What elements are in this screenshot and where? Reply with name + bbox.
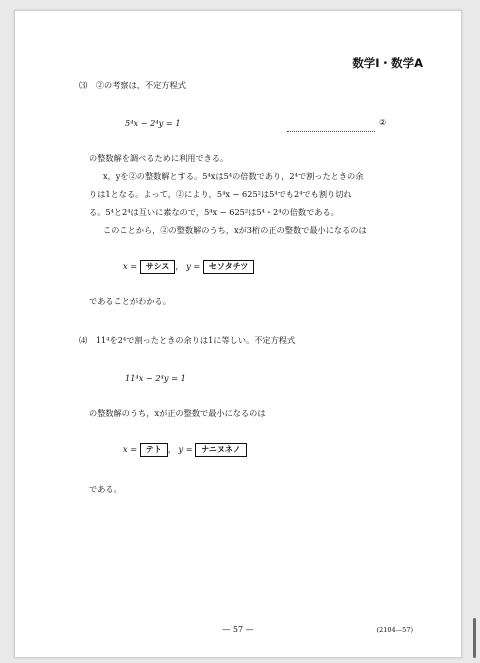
q4-intro-text: 11⁴を2⁴で割ったときの余りは1に等しい。不定方程式: [95, 335, 296, 345]
q4-conclusion: である。: [89, 484, 122, 494]
q4-label: ⑷: [79, 335, 88, 345]
q4-answer-line: [123, 443, 247, 457]
q4-separator: ，: [167, 444, 176, 454]
q4-x-answer-box: テト: [140, 443, 168, 457]
q3-line3: りは1となる。よって，②により，5⁴x − 625²は5⁴でも2⁴でも割り切れ: [89, 189, 352, 199]
q4-y-prefix: y =: [178, 444, 193, 454]
q3-line2: x，yを②の整数解とする。5⁴xは5⁴の倍数であり，2⁴で割ったときの余: [103, 171, 364, 181]
q3-answer-line: [123, 260, 254, 274]
q3-x-prefix: x =: [123, 261, 138, 271]
exam-code: (2104—57): [376, 626, 413, 634]
q4-line1: の整数解のうち，xが正の整数で最小になるのは: [89, 408, 266, 418]
page-header-title: 数学Ⅰ・数学A: [352, 56, 423, 70]
q3-intro: [79, 81, 186, 90]
q3-equation-ref: ②: [379, 117, 387, 127]
q4-y-answer-box: ナニヌネノ: [195, 443, 246, 457]
vertical-scrollbar[interactable]: [473, 618, 476, 658]
q3-conclusion: であることがわかる。: [89, 296, 171, 306]
q3-label: ⑶: [79, 80, 88, 90]
q3-line1: の整数解を調べるために利用できる。: [89, 153, 229, 163]
q3-dotted-leader: [287, 117, 375, 136]
page-number: — 57 —: [222, 625, 254, 634]
q3-separator: ，: [175, 261, 184, 271]
q3-equation: 5⁴x − 2⁴y = 1: [125, 118, 181, 128]
q3-y-prefix: y =: [186, 261, 201, 271]
q3-line4: る。5⁴と2⁴は互いに素なので，5⁴x − 625²は5⁴・2⁴の倍数である。: [89, 207, 339, 217]
q4-equation: 11⁴x − 2⁴y = 1: [125, 373, 186, 383]
q4-x-prefix: x =: [123, 444, 138, 454]
q3-x-answer-box: サシス: [140, 260, 176, 274]
q3-y-answer-box: セソタチツ: [203, 260, 254, 274]
q3-intro-text: ②の考察は，不定方程式: [95, 80, 186, 90]
q3-line5: このことから，②の整数解のうち，xが3桁の正の整数で最小になるのは: [103, 225, 367, 235]
q4-intro: [79, 336, 295, 345]
exam-page: [14, 10, 462, 658]
